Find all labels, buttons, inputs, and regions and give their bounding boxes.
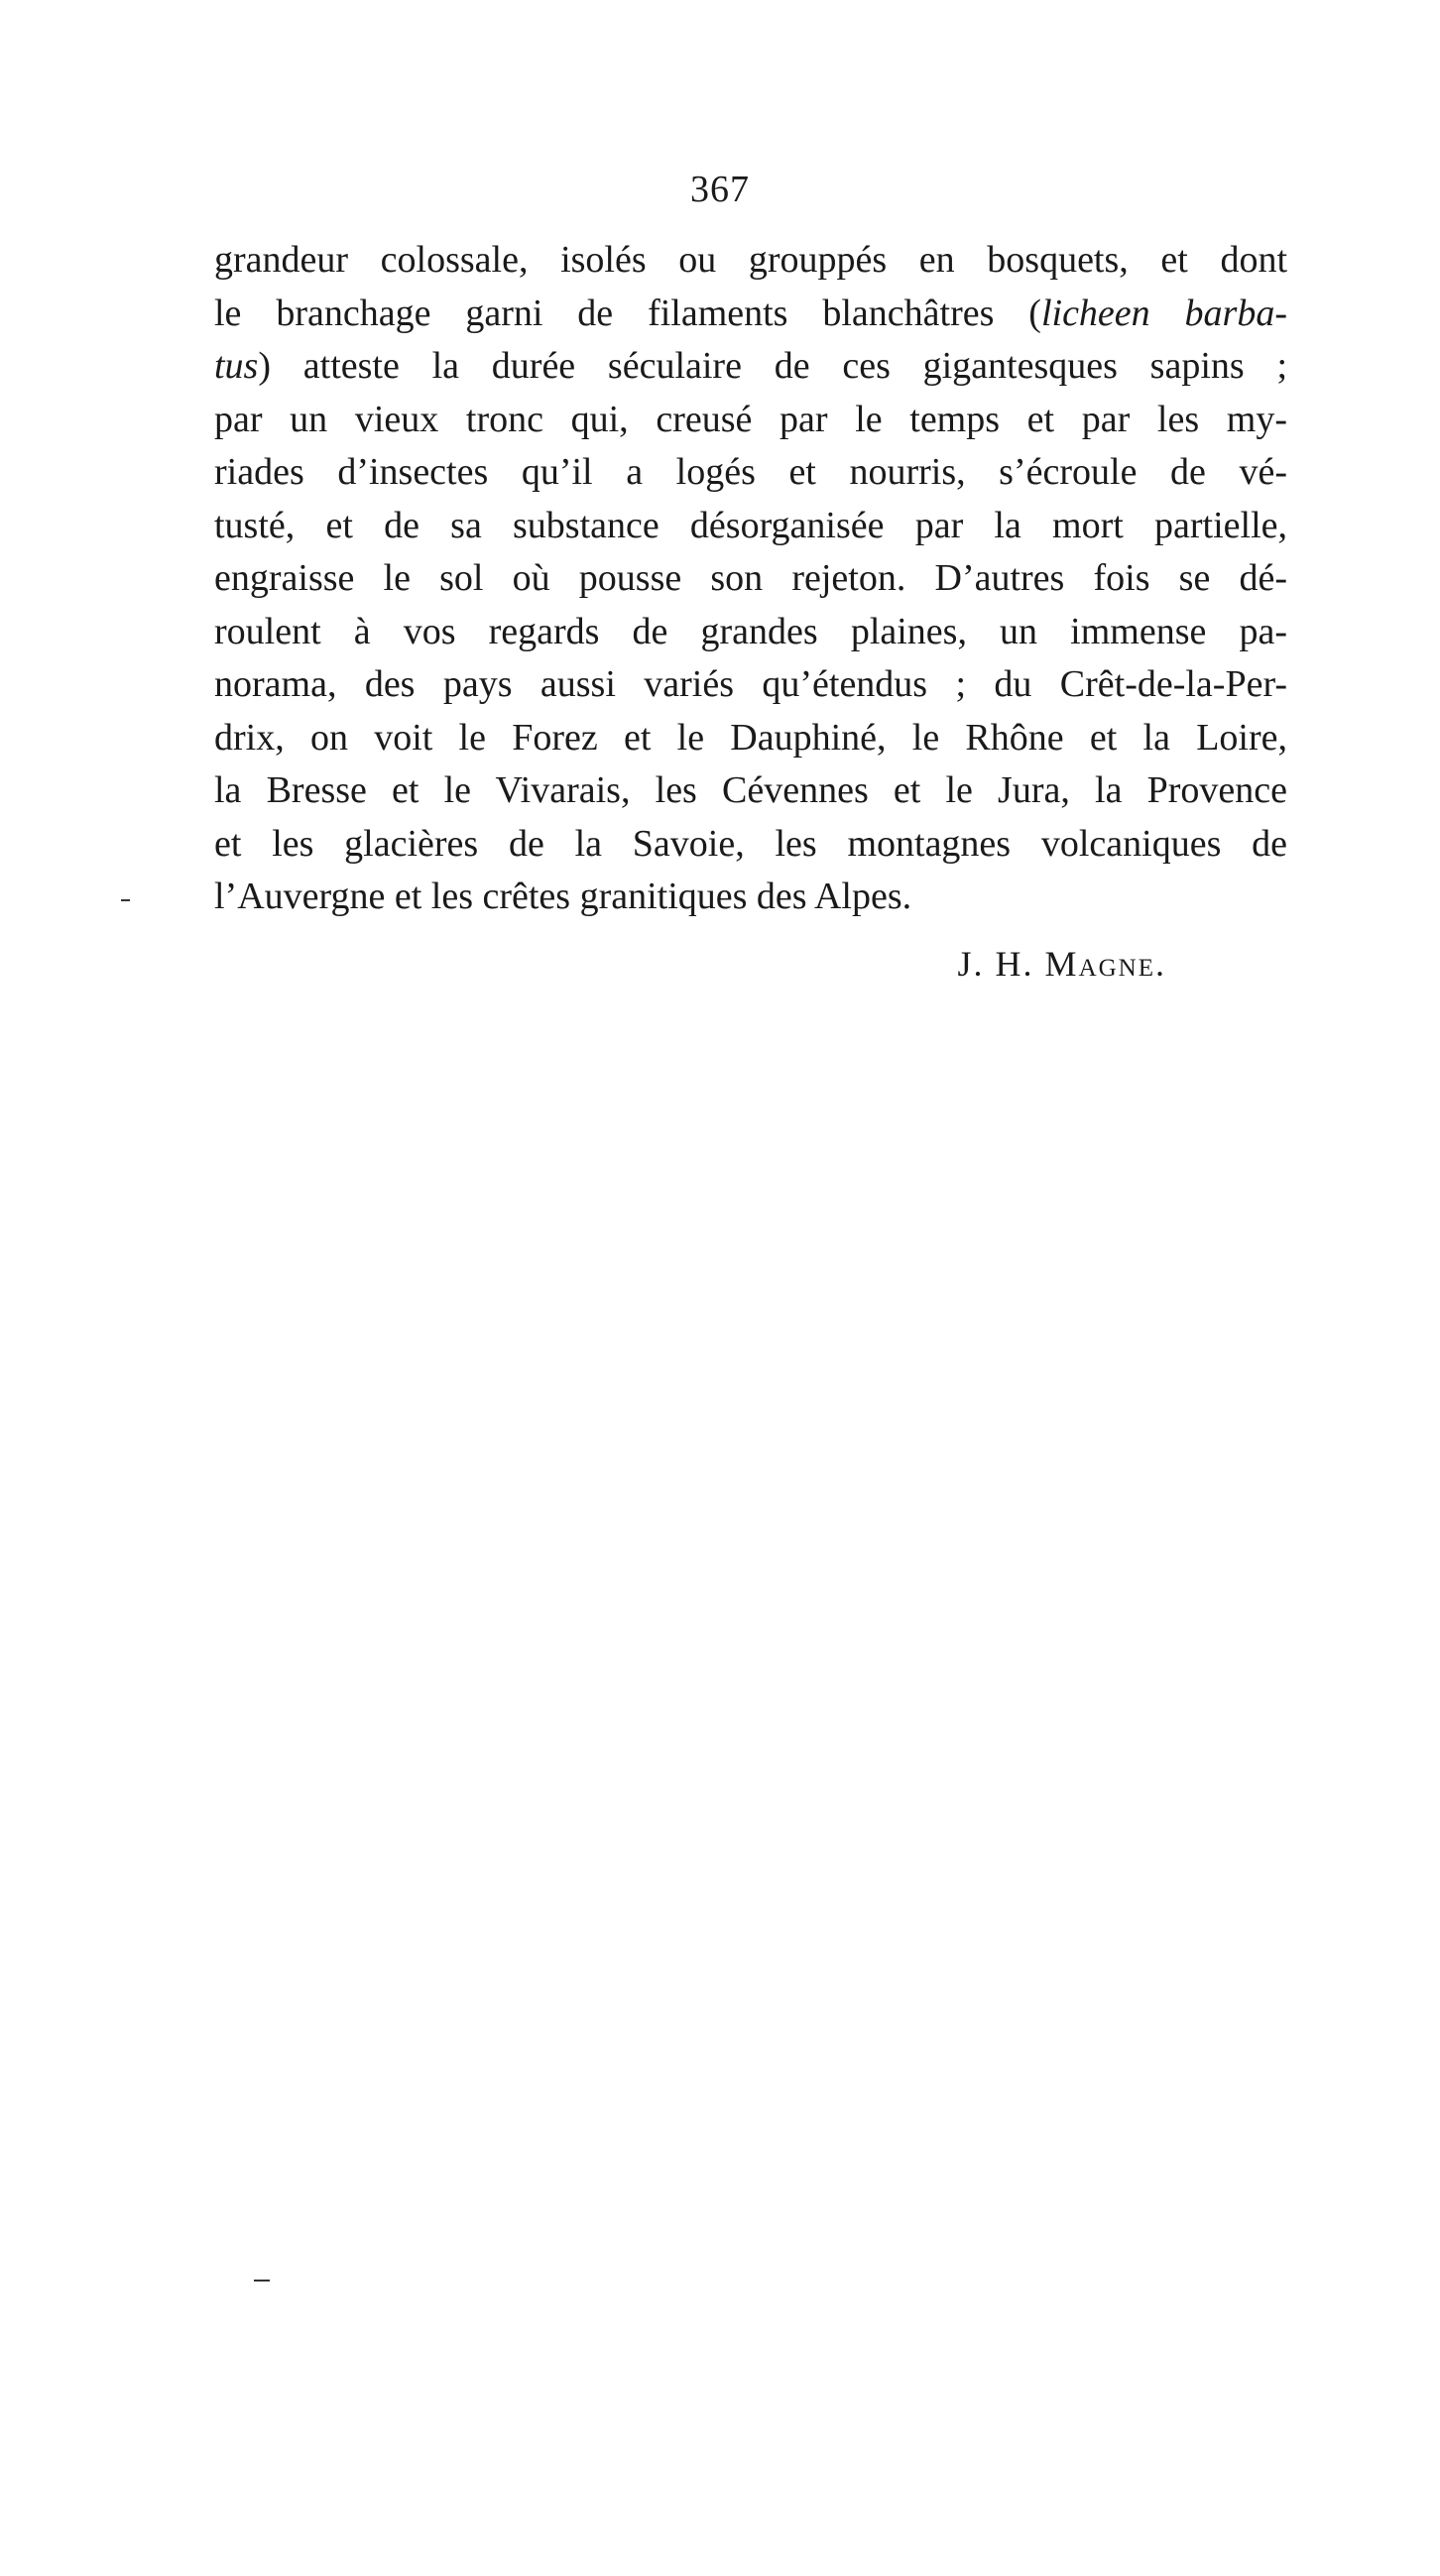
text-line: drix, on voit le Forez et le Dauphiné, le Rhône et la Loire,	[214, 716, 1287, 759]
text-line: la Bresse et le Vivarais, les Cévennes et le Jura, la Provence	[214, 769, 1287, 811]
text-line: norama, des pays aussi variés qu’étendus ; du Crêt-de-la-Per-	[214, 663, 1287, 705]
text-line: l’Auvergne et les crêtes granitiques des Alpes.	[214, 876, 912, 917]
page-number: 367	[690, 169, 750, 210]
margin-mark	[254, 2280, 270, 2282]
body-text	[214, 234, 1287, 924]
text-line: et les glacières de la Savoie, les montagnes volcaniques de	[214, 822, 1287, 865]
text-line: par un vieux tronc qui, creusé par le temps et par les my-	[214, 398, 1287, 440]
italic-text: tus	[214, 345, 259, 387]
text-line: tusté, et de sa substance désorganisée par la mort partielle,	[214, 504, 1287, 546]
text-line: roulent à vos regards de grandes plaines, un immense pa-	[214, 610, 1287, 652]
text-line: riades d’insectes qu’il a logés et nourris, s’écroule de vé-	[214, 451, 1287, 493]
text-line	[214, 288, 1287, 341]
text-line: grandeur colossale, isolés ou grouppés en bosquets, et dont	[214, 239, 1287, 281]
italic-text: licheen barba-	[1040, 292, 1287, 334]
text-line	[214, 340, 1287, 394]
margin-mark	[121, 899, 130, 901]
text-line-segment: le branchage garni de filaments blanchâtres (	[214, 292, 1041, 334]
text-line: engraisse le sol où pousse son rejeton. D’autres fois se dé-	[214, 557, 1287, 599]
text-line-segment: ) atteste la durée séculaire de ces gigantesques sapins ;	[258, 345, 1287, 387]
author-signature: J. H. Magne.	[957, 944, 1166, 984]
